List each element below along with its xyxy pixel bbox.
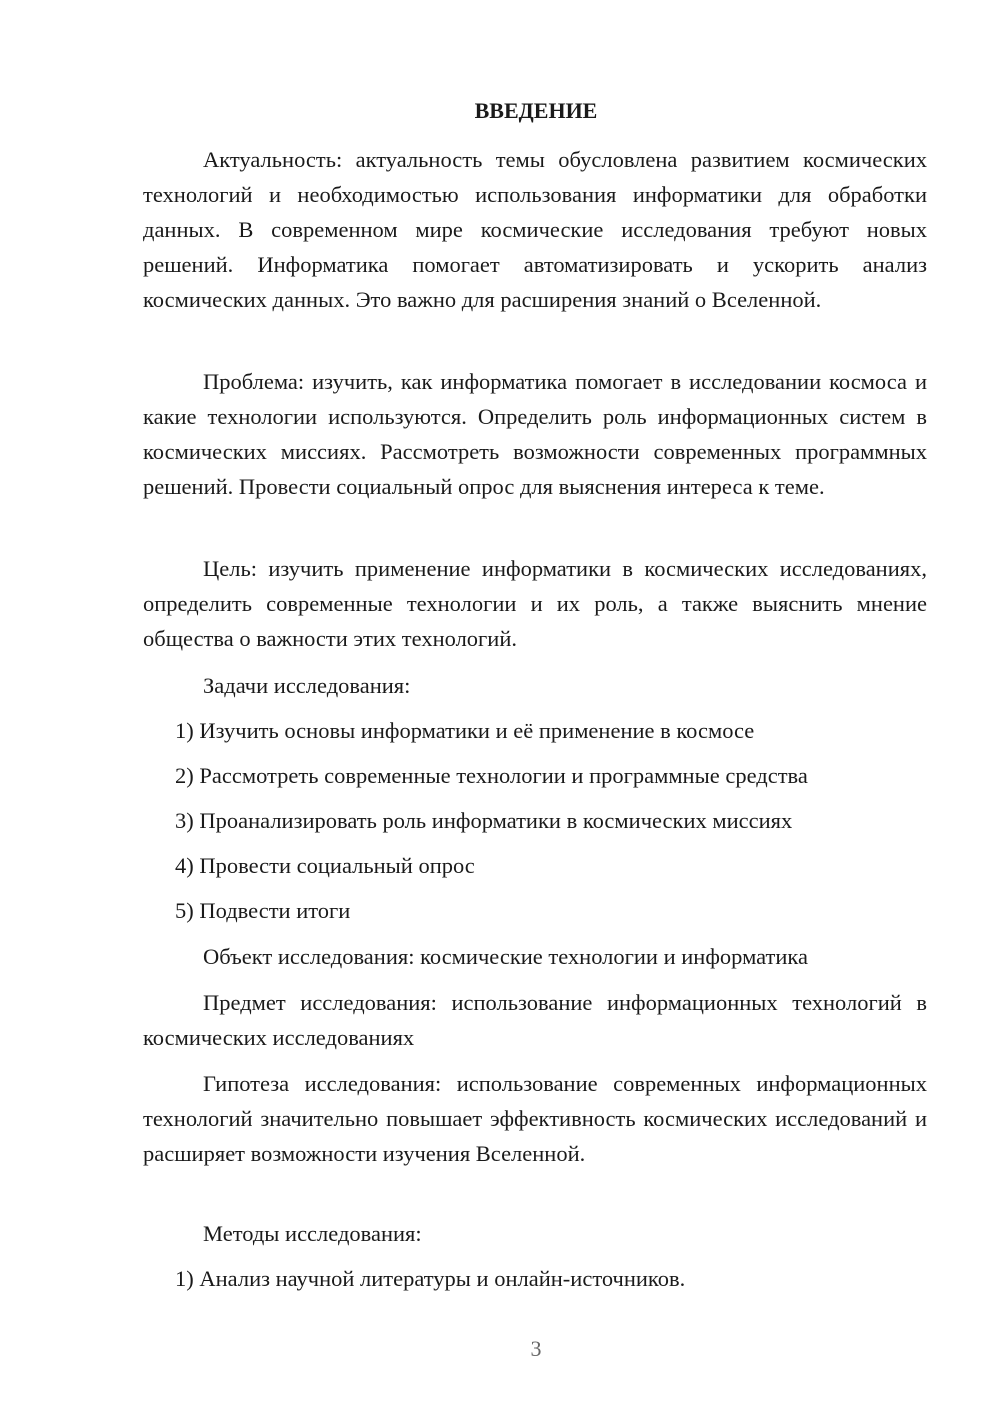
problem-paragraph: Проблема: изучить, как информатика помогает в исследовании космоса и какие технологии используются. Определить роль информационных систем в космических миссиях. Рассмотреть возможности современных программных решений. Провести социальный опрос для выяснения интереса к теме. bbox=[143, 369, 927, 499]
task-item-1: 1) Изучить основы информатики и её применение в космосе bbox=[175, 718, 755, 743]
tasks-title: Задачи исследования: bbox=[203, 673, 411, 698]
task-item-3: 3) Проанализировать роль информатики в космических миссиях bbox=[175, 808, 793, 833]
page-number: 3 bbox=[530, 1336, 542, 1361]
object-paragraph: Объект исследования: космические технологии и информатика bbox=[203, 944, 809, 969]
goal-paragraph: Цель: изучить применение информатики в космических исследованиях, определить современные технологии и их роль, а также выяснить мнение общества о важности этих технологий. bbox=[143, 556, 927, 651]
hypothesis-paragraph: Гипотеза исследования: использование современных информационных технологий значительно повышает эффективность космических исследований и расширяет возможности изучения Вселенной. bbox=[143, 1071, 927, 1166]
subject-paragraph: Предмет исследования: использование информационных технологий в космических исследованиях bbox=[143, 990, 927, 1050]
task-item-5: 5) Подвести итоги bbox=[175, 898, 351, 923]
relevance-paragraph: Актуальность: актуальность темы обусловлена развитием космических технологий и необходимостью использования информатики для обработки данных. В современном мире космические исследования требуют новых решений. Информатика помогает автоматизировать и ускорить анализ космических данных. Это важно для расширения знаний о Вселенной. bbox=[143, 147, 927, 312]
task-item-4: 4) Провести социальный опрос bbox=[175, 853, 475, 878]
method-item-1: 1) Анализ научной литературы и онлайн-источников. bbox=[175, 1266, 686, 1291]
task-item-2: 2) Рассмотреть современные технологии и программные средства bbox=[175, 763, 808, 788]
page-heading: ВВЕДЕНИЕ bbox=[474, 98, 598, 123]
methods-title: Методы исследования: bbox=[203, 1221, 422, 1246]
